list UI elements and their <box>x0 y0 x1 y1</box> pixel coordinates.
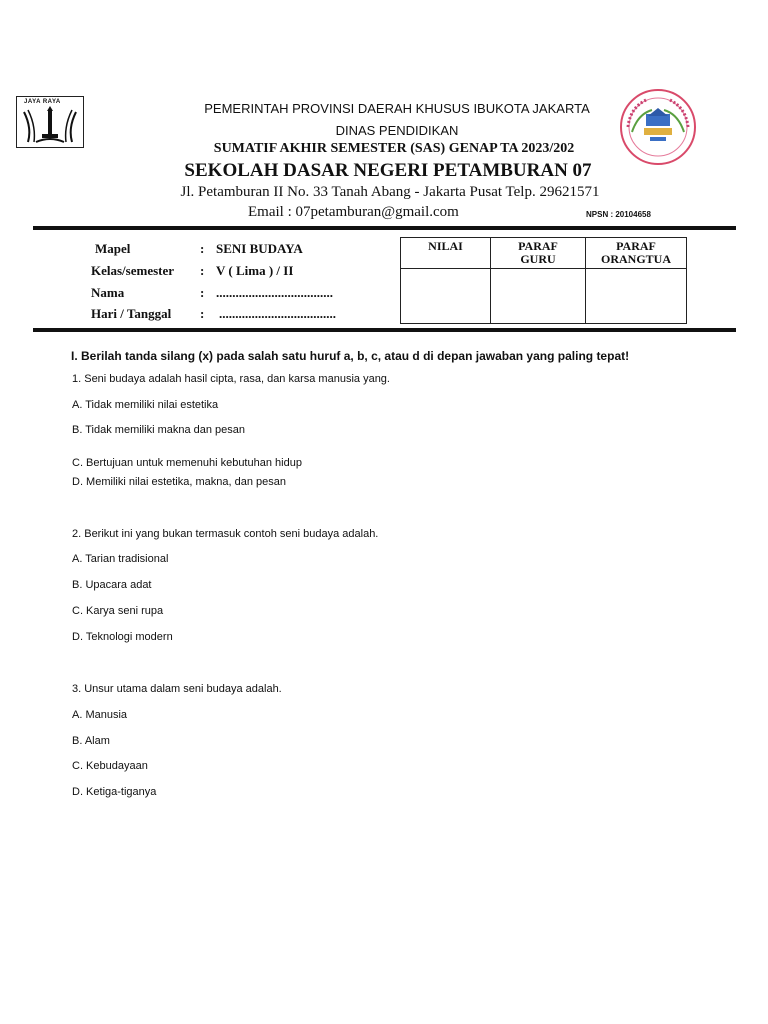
paraf-orangtua-header: PARAF ORANGTUA <box>586 238 687 269</box>
option-1a[interactable]: A. Tidak memiliki nilai estetika <box>72 399 219 411</box>
jakarta-seal-logo <box>16 96 84 148</box>
field-colon: : <box>200 285 205 300</box>
department-heading: DINAS PENDIDIKAN <box>335 123 459 138</box>
npsn-label: NPSN : 20104658 <box>586 210 651 219</box>
school-name: SEKOLAH DASAR NEGERI PETAMBURAN 07 <box>184 160 592 181</box>
nilai-header: NILAI <box>401 238 491 269</box>
field-label-hari-tanggal: Hari / Tanggal <box>91 306 172 321</box>
date-field[interactable]: .................................... <box>219 306 336 321</box>
field-colon: : <box>200 263 205 278</box>
question-3: 3. Unsur utama dalam seni budaya adalah. <box>72 683 282 695</box>
score-signature-table <box>400 237 687 324</box>
option-2a[interactable]: A. Tarian tradisional <box>72 553 169 565</box>
exam-title: SUMATIF AKHIR SEMESTER (SAS) GENAP TA 2023/202 <box>213 141 575 156</box>
option-1d[interactable]: D. Memiliki nilai estetika, makna, dan pesan <box>72 476 286 488</box>
name-field[interactable]: .................................... <box>216 285 333 300</box>
info-divider <box>33 328 736 332</box>
student-info-block <box>91 240 391 330</box>
option-1b[interactable]: B. Tidak memiliki makna dan pesan <box>72 424 246 436</box>
question-2: 2. Berikut ini yang bukan termasuk contoh seni budaya adalah. <box>72 528 379 540</box>
option-3a[interactable]: A. Manusia <box>72 709 128 721</box>
paraf-guru-header: PARAF GURU <box>491 238 586 269</box>
field-label-kelas: Kelas/semester <box>91 263 175 278</box>
option-2c[interactable]: C. Karya seni rupa <box>72 605 164 617</box>
field-label-mapel: Mapel <box>95 241 131 256</box>
paraf-orangtua-cell[interactable] <box>586 269 687 324</box>
school-email: Email : 07petamburan@gmail.com <box>248 204 459 220</box>
monument-icon <box>18 98 82 146</box>
section-instruction: I. Berilah tanda silang (x) pada salah satu huruf a, b, c, atau d di depan jawaban yang paling tepat! <box>71 349 630 363</box>
field-colon: : <box>200 241 205 256</box>
government-heading: PEMERINTAH PROVINSI DAERAH KHUSUS IBUKOTA JAKARTA <box>204 101 590 116</box>
paraf-guru-cell[interactable] <box>491 269 586 324</box>
logo-motto: JAYA RAYA <box>24 99 61 105</box>
option-3d[interactable]: D. Ketiga-tiganya <box>72 786 157 798</box>
option-2d[interactable]: D. Teknologi modern <box>72 631 173 643</box>
header-divider <box>33 226 736 230</box>
field-label-nama: Nama <box>91 285 125 300</box>
school-emblem-logo <box>612 88 704 166</box>
option-3b[interactable]: B. Alam <box>72 735 110 747</box>
field-colon: : <box>200 306 205 321</box>
field-value-kelas: V ( Lima ) / II <box>216 263 294 278</box>
school-address: Jl. Petamburan II No. 33 Tanah Abang - Jakarta Pusat Telp. 29621571 <box>180 184 600 200</box>
option-1c[interactable]: C. Bertujuan untuk memenuhi kebutuhan hidup <box>72 457 302 469</box>
question-1: 1. Seni budaya adalah hasil cipta, rasa, dan karsa manusia yang. <box>72 373 390 385</box>
field-value-mapel: SENI BUDAYA <box>216 241 303 256</box>
option-2b[interactable]: B. Upacara adat <box>72 579 152 591</box>
option-3c[interactable]: C. Kebudayaan <box>72 760 148 772</box>
nilai-cell[interactable] <box>401 269 491 324</box>
